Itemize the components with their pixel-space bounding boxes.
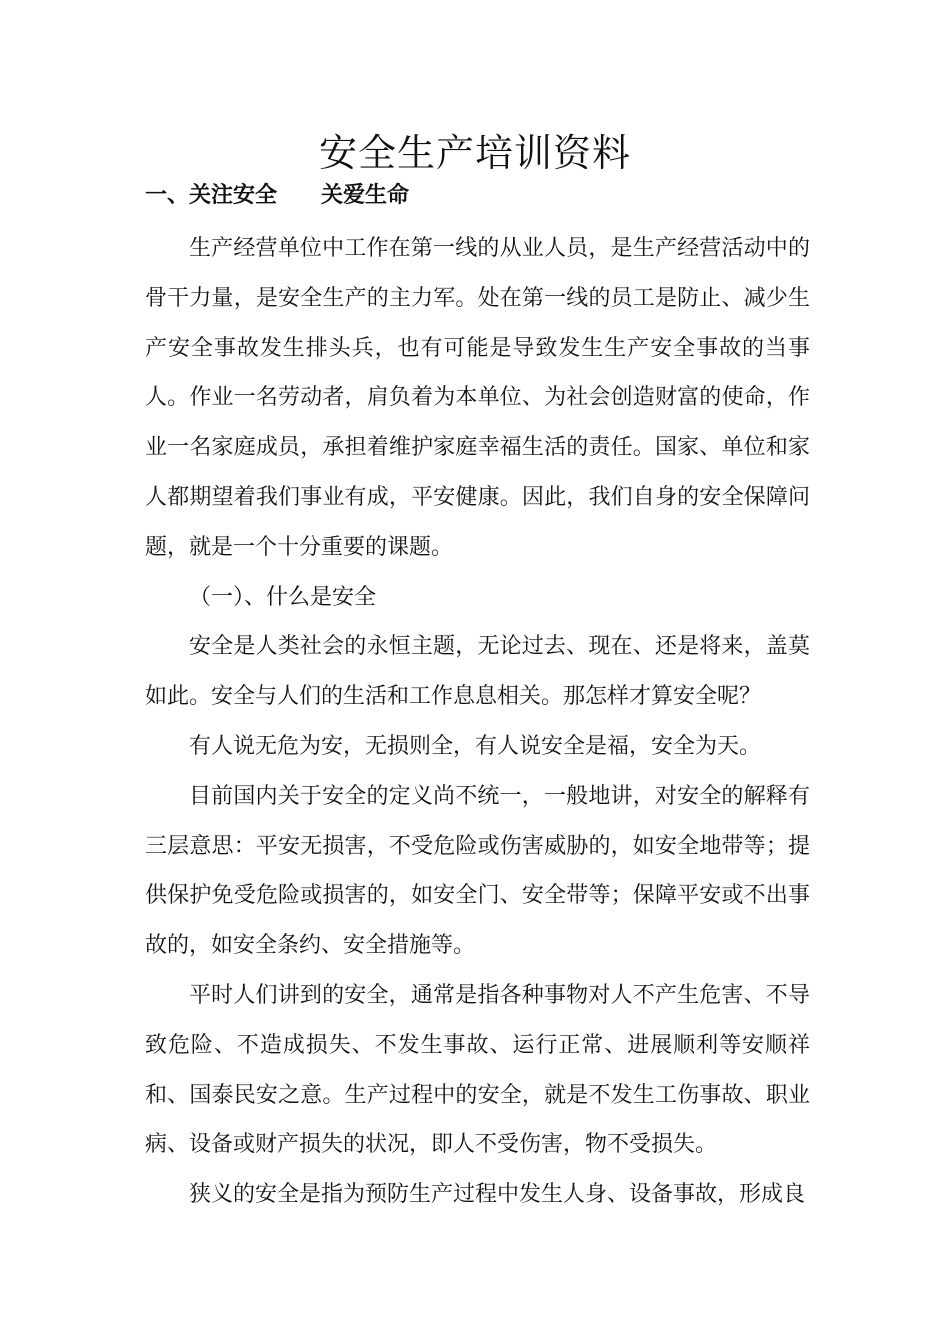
paragraph-common-meaning: 平时人们讲到的安全，通常是指各种事物对人不产生危害、不导致危险、不造成损失、不发生事故、运行正常、进展顺利等安顺祥和、国泰民安之意。生产过程中的安全，就是不发生工伤事故、职业病、设备或财产损失的状况，即人不受伤害，物不受损失。 xyxy=(145,982,810,1158)
section-heading: 一、关注安全 关爱生命 xyxy=(145,183,410,208)
document-body xyxy=(145,224,810,1220)
subsection-heading: （一）、什么是安全 xyxy=(189,584,377,610)
paragraph-safety-theme: 安全是人类社会的永恒主题，无论过去、现在、还是将来，盖莫如此。安全与人们的生活和工作息息相关。那怎样才算安全呢？ xyxy=(145,634,810,710)
document-title: 安全生产培训资料 xyxy=(318,131,631,176)
paragraph-intro: 生产经营单位中工作在第一线的从业人员，是生产经营活动中的骨干力量，是安全生产的主力军。处在第一线的员工是防止、减少生产安全事故发生排头兵，也有可能是导致发生生产安全事故的当事人。作业一名劳动者，肩负着为本单位、为社会创造财富的使命，作业一名家庭成员，承担着维护家庭幸福生活的责任。国家、单位和家人都期望着我们事业有成，平安健康。因此，我们自身的安全保障问题，就是一个十分重要的课题。 xyxy=(145,236,810,560)
paragraph-saying: 有人说无危为安，无损则全，有人说安全是福，安全为天。 xyxy=(189,733,762,759)
paragraph-narrow-sense: 狭义的安全是指为预防生产过程中发生人身、设备事故，形成良 xyxy=(189,1182,806,1208)
paragraph-definition: 目前国内关于安全的定义尚不统一，一般地讲，对安全的解释有三层意思：平安无损害，不受危险或伤害威胁的，如安全地带等；提供保护免受危险或损害的，如安全门、安全带等；保障平安或不出事故的，如安全条约、安全措施等。 xyxy=(145,783,810,959)
